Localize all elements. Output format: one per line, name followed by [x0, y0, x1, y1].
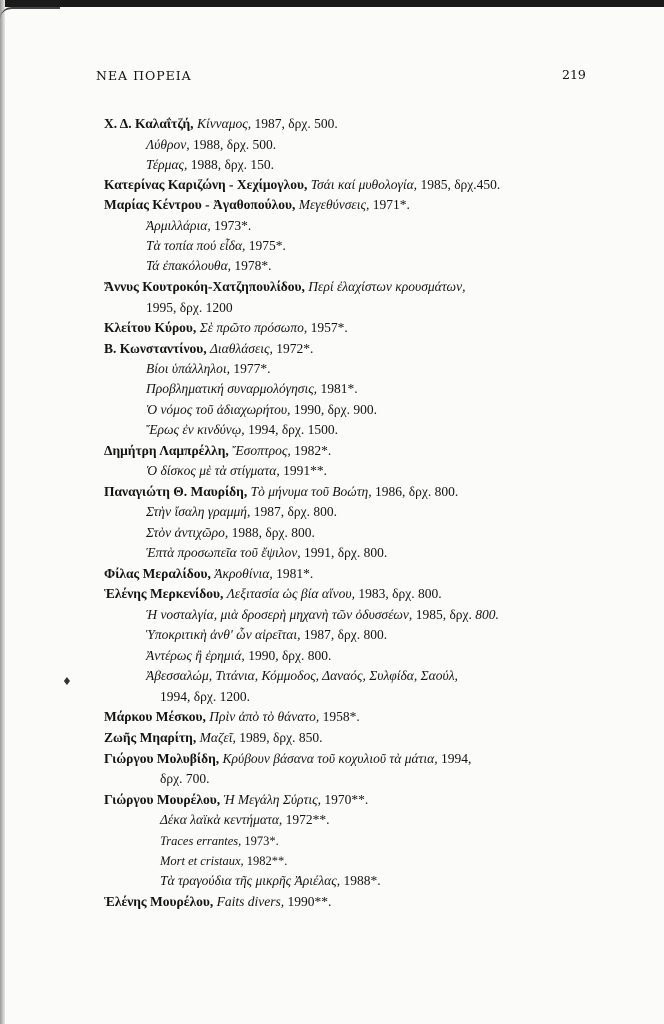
- entry-line: Βίοι ὑπάλληλοι, 1977*.: [146, 361, 271, 376]
- entry-line: Μαρίας Κέντρου - Ἀγαθοπούλου, Μεγεθύνσεις, 1971*.: [104, 197, 410, 212]
- entry-line: Ἔρως ἐν κινδύνῳ, 1994, δρχ. 1500.: [146, 422, 339, 437]
- entry-line: Mort et cristaux, 1982**.: [160, 854, 288, 868]
- entry-line: Γιώργου Μουρέλου, Ἡ Μεγάλη Σύρτις, 1970**.: [104, 792, 369, 807]
- entry-line: Τέρμας, 1988, δρχ. 150.: [146, 157, 274, 172]
- entry-line: Ἑλένης Μερκενίδου, Λεξιτασία ὡς βία αἴνου, 1983, δρχ. 800.: [104, 586, 442, 601]
- entry-line: 1994, δρχ. 1200.: [160, 689, 250, 704]
- entry-line: Τὰ τοπία πού εἶδα, 1975*.: [146, 238, 286, 253]
- entry-line: Δημήτρη Λαμπρέλλη, Ἔσοπτρος, 1982*.: [104, 443, 332, 458]
- entry-line: Ἀρμιλλάρια, 1973*.: [146, 218, 252, 233]
- entry-line: Προβληματική συναρμολόγησις, 1981*.: [146, 381, 358, 396]
- entry-line: Στὸν ἀντιχῶρο, 1988, δρχ. 800.: [146, 525, 315, 540]
- entry-line: Ἀντέρως ἢ ἐρημιά, 1990, δρχ. 800.: [146, 648, 332, 663]
- entry-line: Ἑλένης Μουρέλου, Faits divers, 1990**.: [104, 894, 332, 909]
- top-rule: [0, 0, 664, 7]
- entry-line: Χ. Δ. Καλαΐτζή, Κίνναμος, 1987, δρχ. 500.: [104, 116, 338, 131]
- entry-line: Τά ἐπακόλουθα, 1978*.: [146, 258, 272, 273]
- entry-line: Ὁ δίσκος μὲ τὰ στίγματα, 1991**.: [146, 463, 327, 478]
- entry-line: Traces errantes, 1973*.: [160, 834, 279, 848]
- entry-line: Γιώργου Μολυβίδη, Κρύβουν βάσανα τοῦ κοχυλιοῦ τὰ μάτια, 1994,: [104, 751, 472, 766]
- entry-line: 1995, δρχ. 1200: [146, 300, 233, 315]
- entry-line: Ἄννυς Κουτροκόη-Χατζηπουλίδου, Περί ἐλαχίστων κρουσμάτων,: [104, 279, 466, 294]
- running-header-title: ΝΕΑ ΠΟΡΕΙΑ: [96, 68, 192, 83]
- entry-line: Κλείτου Κύρου, Σὲ πρῶτο πρόσωπο, 1957*.: [104, 320, 348, 335]
- entry-line: δρχ. 700.: [160, 771, 210, 786]
- entry-line: Ὁ νόμος τοῦ ἀδιαχωρήτου, 1990, δρχ. 900.: [146, 402, 378, 417]
- page-curl: [0, 7, 60, 19]
- page-gutter-shadow: [0, 0, 5, 1024]
- entry-line: Ζωῆς Μηαρίτη, Μαζεῖ, 1989, δρχ. 850.: [104, 730, 323, 745]
- entry-line: Ἀβεσσαλώμ, Τιτάνια, Κόμμοδος, Δαναός, Συλφίδα, Σαούλ,: [146, 668, 458, 683]
- entry-line: Ὑποκριτικὴ ἀνθ' ὧν αἱρεῖται, 1987, δρχ. 800.: [146, 627, 388, 642]
- entry-line: Ἡ νοσταλγία, μιὰ δροσερὴ μηχανὴ τῶν ὀδυσσέων, 1985, δρχ. 800.: [146, 607, 499, 622]
- entry-line: Ἑπτὰ προσωπεῖα τοῦ ἔψιλον, 1991, δρχ. 800.: [146, 545, 388, 560]
- entry-line: Παναγιώτη Θ. Μαυρίδη, Τὸ μήνυμα τοῦ Βοώτη, 1986, δρχ. 800.: [104, 484, 459, 499]
- entry-line: Κατερίνας Καριζώνη - Χεχίμογλου, Τσάι καί μυθολογία, 1985, δρχ.450.: [104, 177, 501, 192]
- entry-line: Φίλας Μεραλίδου, Ἀκροθίνια, 1981*.: [104, 566, 314, 581]
- entry-line: Λύθρον, 1988, δρχ. 500.: [146, 137, 277, 152]
- margin-bullet-mark: ♦: [62, 675, 72, 688]
- entry-line: Μάρκου Μέσκου, Πρὶν ἀπὸ τὸ θάνατο, 1958*.: [104, 709, 360, 724]
- page-number: 219: [562, 67, 586, 82]
- entry-line: Στὴν ἴσαλη γραμμή, 1987, δρχ. 800.: [146, 504, 337, 519]
- entry-line: Δέκα λαϊκὰ κεντήματα, 1972**.: [160, 812, 330, 827]
- entry-line: Τὰ τραγούδια τῆς μικρῆς Ἀριέλας, 1988*.: [160, 873, 381, 888]
- entry-line: Β. Κωνσταντίνου, Διαθλάσεις, 1972*.: [104, 341, 314, 356]
